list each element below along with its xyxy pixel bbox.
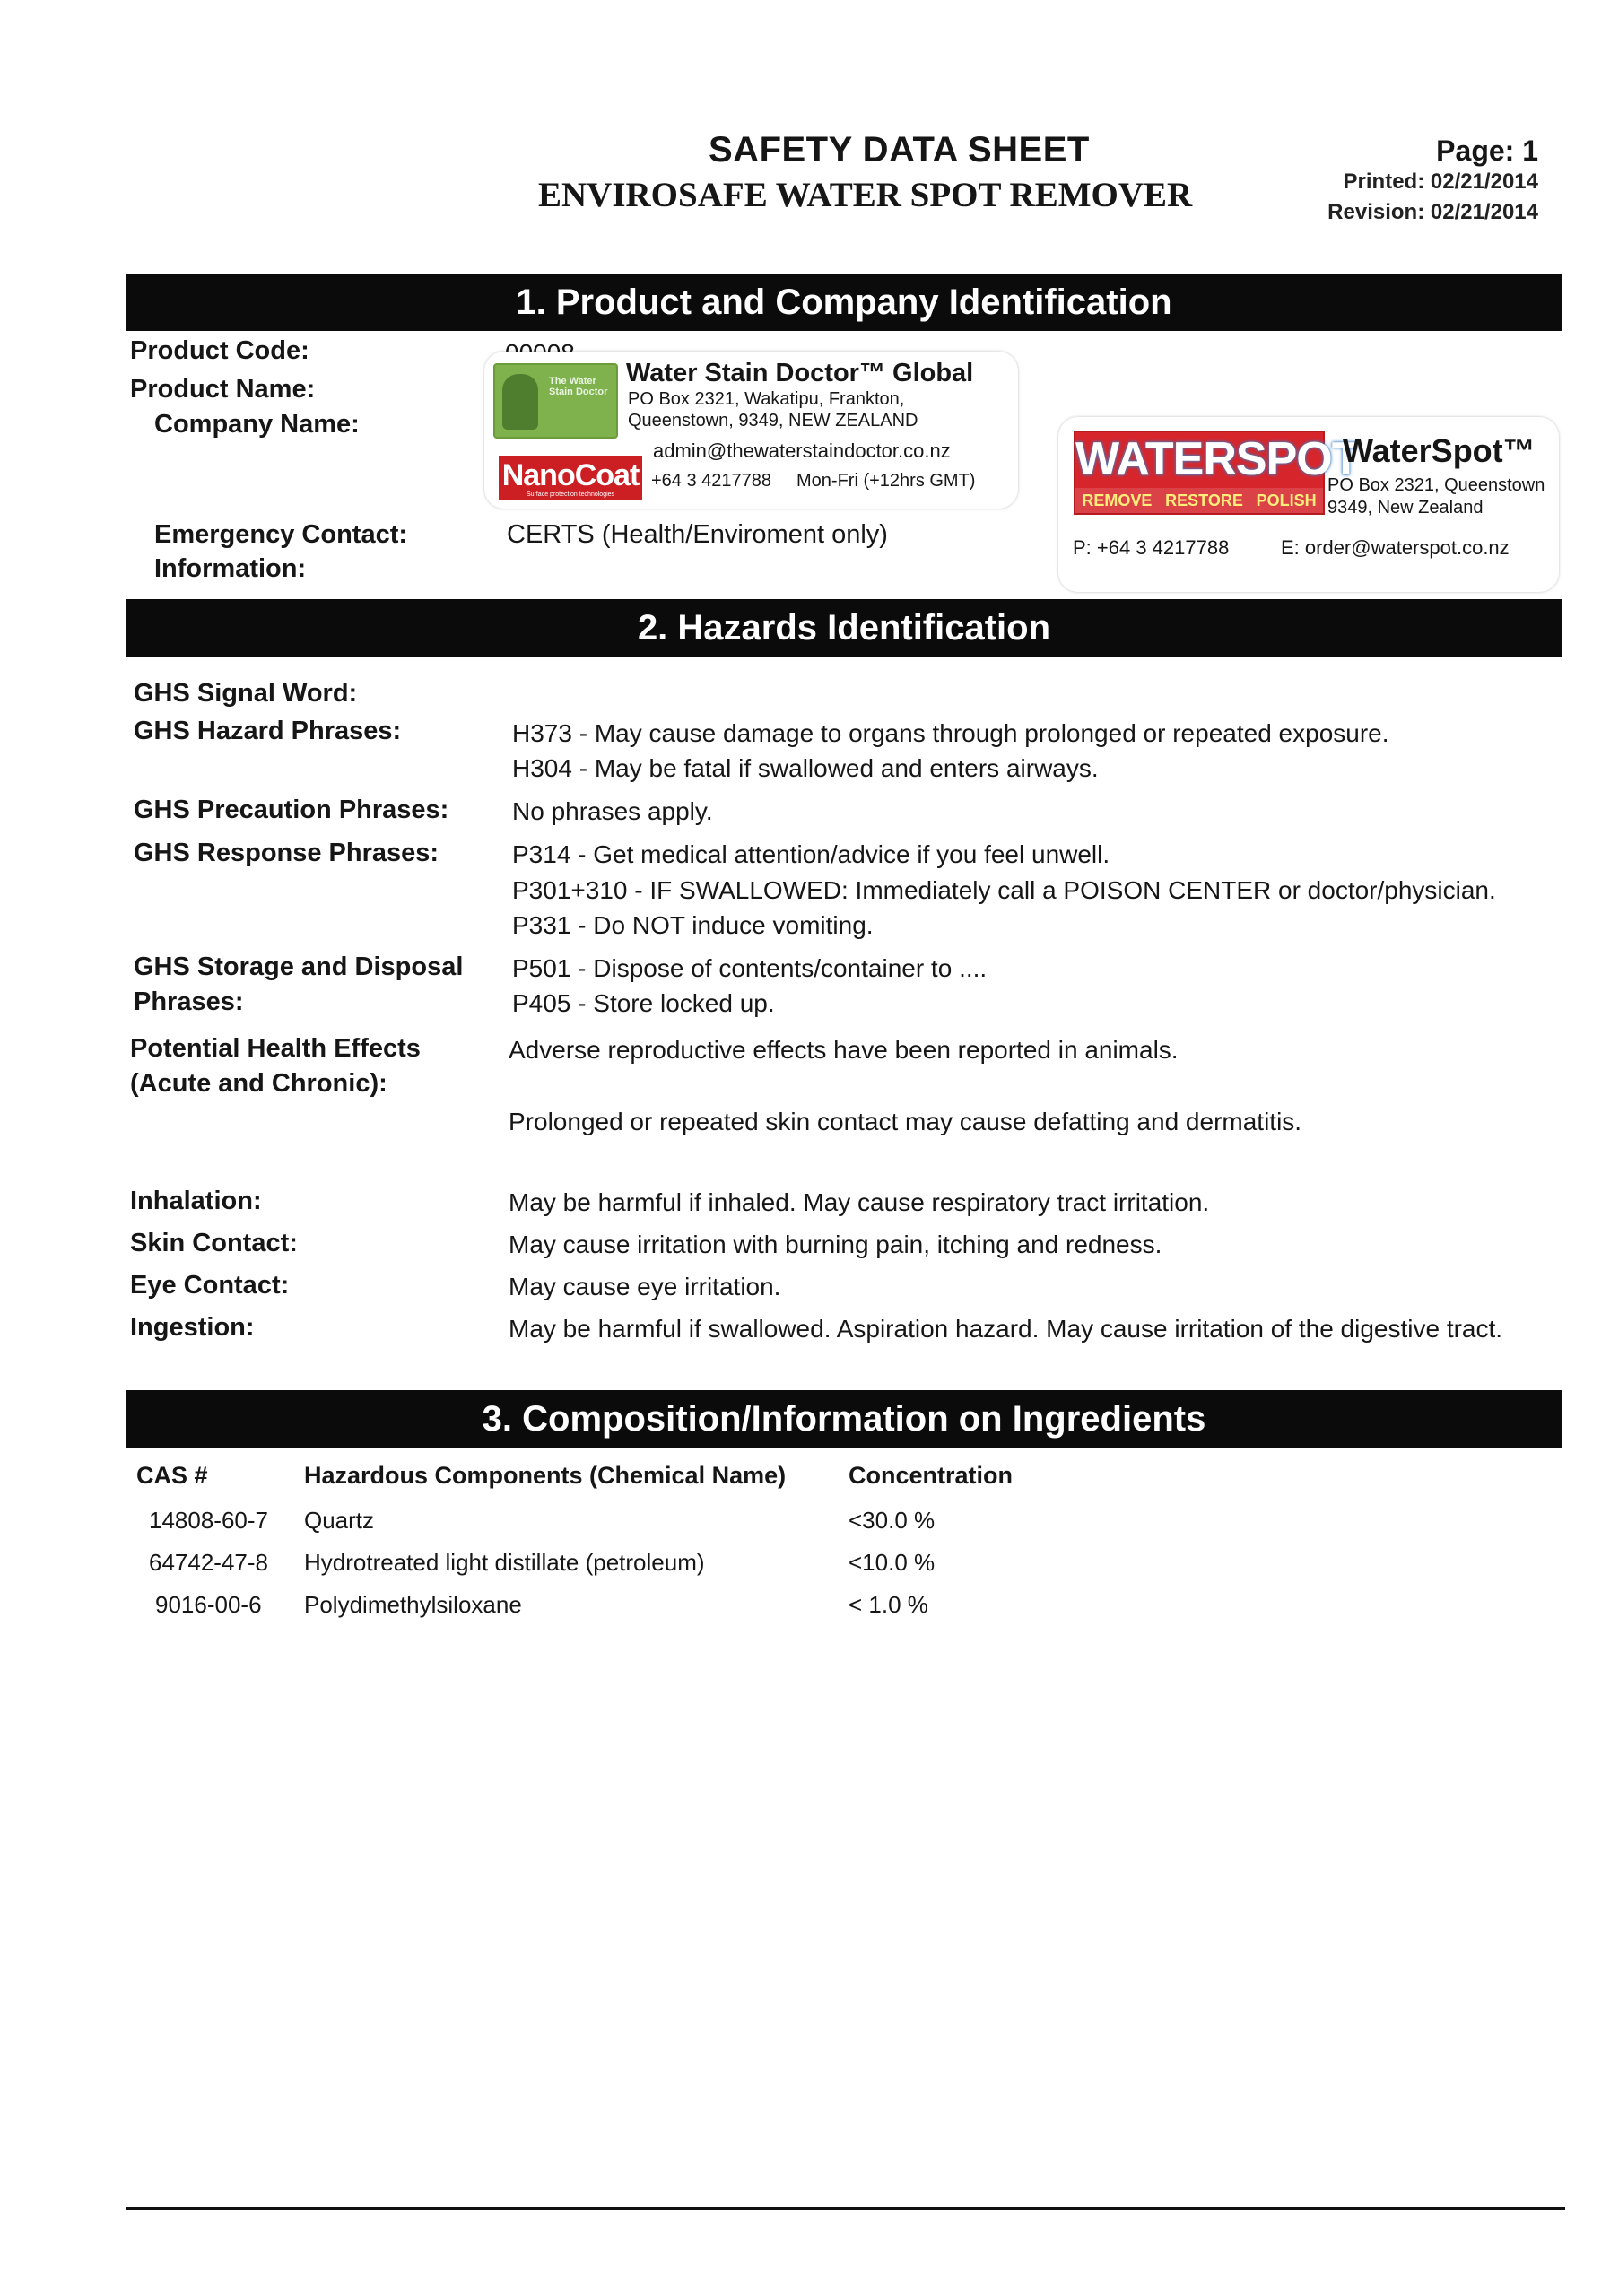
page-number: Page: 1 <box>1436 135 1538 167</box>
skin-contact-value: May cause irritation with burning pain, itching and redness. <box>509 1231 1162 1258</box>
ghs-response-phrases-label: GHS Response Phrases: <box>134 839 439 867</box>
eye-contact-label: Eye Contact: <box>130 1271 290 1300</box>
section-1-heading: 1. Product and Company Identification <box>126 274 1562 331</box>
emergency-contact-label: Emergency Contact: <box>154 520 408 549</box>
section-2-heading: 2. Hazards Identification <box>126 599 1562 657</box>
company-2-email: E: order@waterspot.co.nz <box>1281 536 1510 559</box>
ghs-hazard-phrases-label: GHS Hazard Phrases: <box>134 717 402 745</box>
printed-value: 02/21/2014 <box>1430 170 1538 194</box>
footer-divider <box>126 2207 1565 2210</box>
waterspot-logo-word: WATERSPOT <box>1075 433 1360 485</box>
printed-date <box>1327 167 1538 197</box>
ghs-signal-word-label: GHS Signal Word: <box>134 679 358 708</box>
product-name-label: Product Name: <box>130 375 316 404</box>
response-phrase-p314: P314 - Get medical attention/advice if you feel unwell. <box>512 840 1110 868</box>
ingredient-row-1-cas: 14808-60-7 <box>149 1507 268 1534</box>
logo-text: The Water Stain Doctor <box>549 376 608 397</box>
company-2-phone: P: +64 3 4217788 <box>1073 536 1230 559</box>
water-stain-doctor-logo <box>493 363 618 439</box>
waterspot-logo-tagline <box>1075 488 1323 513</box>
emergency-contact-value: CERTS (Health/Enviroment only) <box>507 520 888 549</box>
ingredient-row-1-concentration: <30.0 % <box>849 1507 936 1534</box>
hazard-phrase-h373: H373 - May cause damage to organs through prolonged or repeated exposure. <box>512 719 1389 747</box>
product-code-label: Product Code: <box>130 336 309 365</box>
company-1-address-line-2: Queenstown, 9349, NEW ZEALAND <box>628 411 918 430</box>
response-phrase-p301-310: P301+310 - IF SWALLOWED: Immediately call a POISON CENTER or doctor/physician. <box>512 876 1496 904</box>
company-1-email: admin@thewaterstaindoctor.co.nz <box>653 439 951 462</box>
document-title: SAFETY DATA SHEET <box>709 130 1090 170</box>
inhalation-label: Inhalation: <box>130 1187 262 1215</box>
company-2-address-line-1: PO Box 2321, Queenstown <box>1327 475 1545 495</box>
ingredient-row-3-concentration: < 1.0 % <box>849 1591 928 1618</box>
column-header-component: Hazardous Components (Chemical Name) <box>304 1462 787 1489</box>
company-2-name: WaterSpot™ <box>1343 432 1536 469</box>
ingredient-row-3-name: Polydimethylsiloxane <box>304 1591 522 1618</box>
ghs-storage-label-line-2: Phrases: <box>134 987 244 1016</box>
section-3-heading: 3. Composition/Information on Ingredients <box>126 1390 1562 1448</box>
revision-label: Revision: <box>1327 200 1425 224</box>
ingestion-label: Ingestion: <box>130 1313 255 1342</box>
ingredient-row-1-name: Quartz <box>304 1507 375 1534</box>
ingredient-row-2-cas: 64742-47-8 <box>149 1549 268 1576</box>
ghs-precaution-phrases-label: GHS Precaution Phrases: <box>134 796 449 824</box>
company-name-label: Company Name: <box>154 410 360 439</box>
printed-label: Printed: <box>1343 170 1425 194</box>
health-effect-reproductive: Adverse reproductive effects have been reported in animals. <box>509 1036 1179 1064</box>
ingestion-value: May be harmful if swallowed. Aspiration hazard. May cause irritation of the digestive tract. <box>509 1315 1503 1343</box>
nanocoat-tagline: Surface protection technologies <box>526 491 615 498</box>
waterspot-logo <box>1074 430 1360 515</box>
ingredient-row-3-cas: 9016-00-6 <box>155 1591 262 1618</box>
response-phrase-p331: P331 - Do NOT induce vomiting. <box>512 911 874 939</box>
company-1-hours: Mon-Fri (+12hrs GMT) <box>796 471 976 491</box>
skin-contact-label: Skin Contact: <box>130 1229 298 1257</box>
emergency-information-label: Information: <box>154 554 307 583</box>
health-effects-label-line-2: (Acute and Chronic): <box>130 1069 387 1098</box>
storage-phrase-p501: P501 - Dispose of contents/container to .... <box>512 954 988 982</box>
nanocoat-logo-text: NanoCoat <box>501 458 640 492</box>
page-info <box>1327 135 1538 228</box>
tagline-polish: POLISH <box>1256 491 1317 509</box>
ingredient-row-2-concentration: <10.0 % <box>849 1549 936 1576</box>
company-1-phone: +64 3 4217788 <box>651 471 772 491</box>
tagline-remove: REMOVE <box>1082 491 1153 509</box>
tagline-restore: RESTORE <box>1165 491 1243 509</box>
column-header-cas: CAS # <box>136 1462 208 1489</box>
eye-contact-value: May cause eye irritation. <box>509 1273 781 1300</box>
document-subtitle: ENVIROSAFE WATER SPOT REMOVER <box>538 176 1193 214</box>
hazard-phrase-h304: H304 - May be fatal if swallowed and enters airways. <box>512 754 1099 782</box>
company-1-name: Water Stain Doctor™ Global <box>626 359 974 387</box>
storage-phrase-p405: P405 - Store locked up. <box>512 989 775 1017</box>
ghs-storage-label-line-1: GHS Storage and Disposal <box>134 952 464 981</box>
company-1-address-line-1: PO Box 2321, Wakatipu, Frankton, <box>628 389 905 409</box>
revision-date <box>1327 197 1538 228</box>
health-effects-label-line-1: Potential Health Effects <box>130 1034 421 1063</box>
revision-value: 02/21/2014 <box>1430 200 1538 224</box>
health-effect-skin: Prolonged or repeated skin contact may cause defatting and dermatitis. <box>509 1108 1302 1135</box>
precaution-phrase: No phrases apply. <box>512 797 713 825</box>
column-header-concentration: Concentration <box>849 1462 1014 1489</box>
ingredient-row-2-name: Hydrotreated light distillate (petroleum) <box>304 1549 705 1576</box>
doctor-figure-icon <box>502 374 538 430</box>
inhalation-value: May be harmful if inhaled. May cause respiratory tract irritation. <box>509 1188 1210 1216</box>
nanocoat-logo <box>499 456 642 500</box>
company-2-address-line-2: 9349, New Zealand <box>1327 498 1484 517</box>
